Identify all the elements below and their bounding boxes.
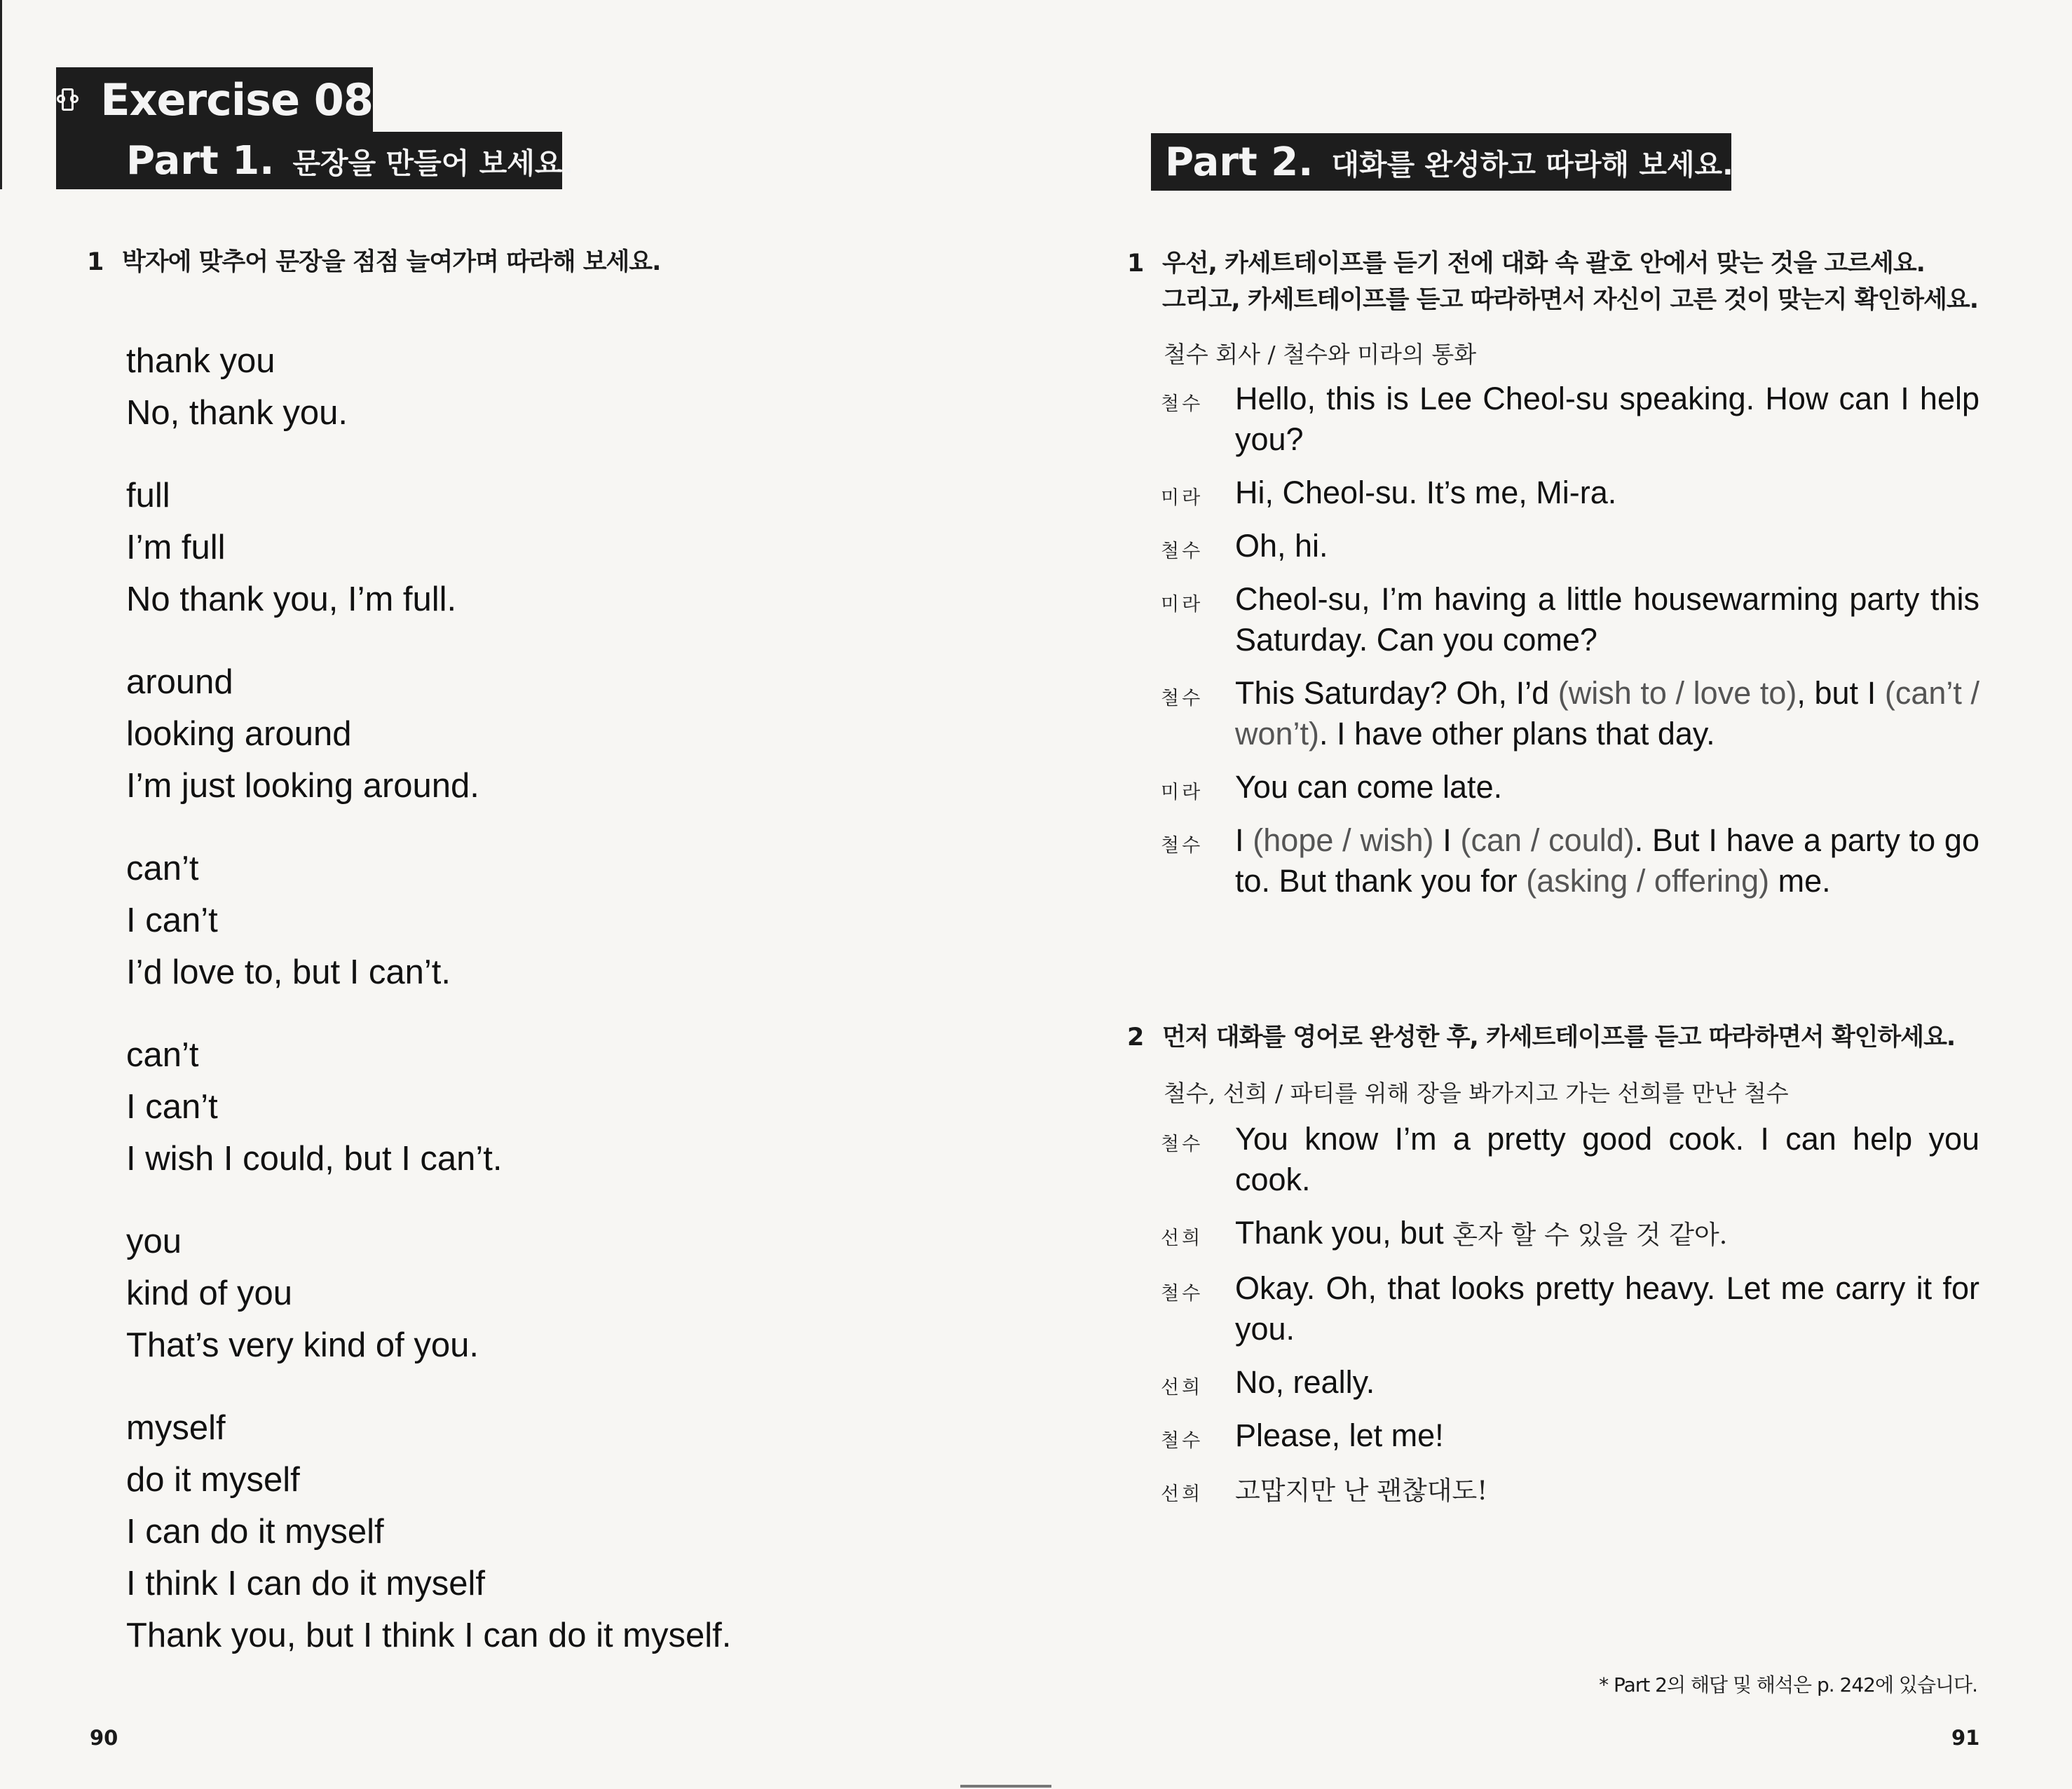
practice-line: can’t: [126, 1036, 199, 1074]
part2-number: Part 2.: [1165, 139, 1314, 185]
part1-number: Part 1.: [126, 137, 275, 184]
dialogue-1: [1161, 379, 1979, 914]
dialogue-line: [1161, 526, 1979, 566]
scan-edge-mark: [960, 1785, 1051, 1788]
speaker-label: 철수: [1161, 688, 1204, 709]
utterance: This Saturday? Oh, I’d (wish to / love to), but I (can’t / won’t). I have other plans that day.: [1235, 675, 1979, 751]
speaker-label: 미라: [1161, 782, 1204, 803]
dialogue-line: [1161, 767, 1979, 808]
practice-line: you: [126, 1223, 182, 1260]
dialogue-line: [1161, 472, 1979, 513]
instruction-line2: 그리고, 카세트테이프를 듣고 따라하면서 자신이 고른 것이 맞는지 확인하세요.: [1162, 286, 1978, 314]
korean-prompt: 고맙지만 난 괜찮대도!: [1235, 1476, 1488, 1506]
utterance: Cheol-su, I’m having a little housewarming party this Saturday. Can you come?: [1235, 581, 1979, 658]
utterance: [1235, 1469, 1979, 1511]
page-spine-line: [0, 0, 2, 189]
practice-line: I think I can do it myself: [126, 1565, 485, 1603]
speaker-label: 미라: [1161, 594, 1204, 615]
utterance: No, really.: [1235, 1364, 1375, 1400]
practice-line: I’m full: [126, 529, 226, 566]
dialogue-line: [1161, 1469, 1979, 1511]
utterance: Oh, hi.: [1235, 528, 1328, 564]
practice-line: I can’t: [126, 1088, 218, 1126]
answer-option: (can’t / won’t): [1235, 675, 1979, 751]
speaker-label: 선희: [1161, 1483, 1204, 1505]
exercise-header: [56, 67, 373, 132]
practice-line: I wish I could, but I can’t.: [126, 1140, 503, 1178]
scene-description-1: 철수 회사 / 철수와 미라의 통화: [1164, 341, 1477, 368]
speaker-label: 철수: [1161, 393, 1204, 415]
page-number-right: 91: [1951, 1726, 1980, 1750]
utterance: You know I’m a pretty good cook. I can help you cook.: [1235, 1121, 1979, 1197]
part2-instruction-2: [1127, 1018, 1955, 1053]
speaker-label: 철수: [1161, 1283, 1204, 1305]
utterance: You can come late.: [1235, 769, 1503, 805]
utterance: I (hope / wish) I (can / could). But I have a party to go to. But thank you for (asking / offering) me.: [1235, 822, 1979, 899]
word-group: [126, 656, 827, 812]
dialogue-line: [1161, 1415, 1979, 1456]
speaker-label: 선희: [1161, 1377, 1204, 1399]
utterance: Hello, this is Lee Cheol-su speaking. How can I help you?: [1235, 381, 1979, 457]
utterance: Please, let me!: [1235, 1417, 1444, 1453]
practice-line: Thank you, but I think I can do it myself.: [126, 1617, 732, 1654]
part2-header: [1151, 133, 1731, 191]
speaker-label: 철수: [1161, 1134, 1204, 1155]
practice-line: looking around: [126, 715, 352, 753]
word-group: [126, 843, 827, 998]
practice-line: That’s very kind of you.: [126, 1326, 479, 1364]
footnote: * Part 2의 해답 및 해석은 p. 242에 있습니다.: [1599, 1673, 1977, 1696]
dialogue-line: [1161, 820, 1979, 902]
dialogue-line: [1161, 1268, 1979, 1349]
part1-instruction-1: [87, 243, 660, 278]
practice-line: thank you: [126, 342, 275, 380]
cassette-icon: [62, 88, 74, 111]
instruction-text: 먼저 대화를 영어로 완성한 후, 카세트테이프를 듣고 따라하면서 확인하세요.: [1162, 1023, 1956, 1052]
practice-line: do it myself: [126, 1461, 300, 1499]
practice-line: I can do it myself: [126, 1513, 384, 1551]
practice-line: I’m just looking around.: [126, 767, 479, 805]
word-groups: [126, 335, 827, 1692]
word-group: [126, 470, 827, 625]
dialogue-2: [1161, 1119, 1979, 1524]
answer-option: (wish to / love to): [1558, 675, 1797, 711]
practice-line: I’d love to, but I can’t.: [126, 953, 451, 991]
practice-line: can’t: [126, 850, 199, 887]
word-group: [126, 1402, 827, 1661]
word-group: [126, 1216, 827, 1371]
answer-option: (can / could): [1460, 822, 1635, 858]
part1-instruction: 문장을 만들어 보세요.: [292, 146, 574, 180]
utterance: Okay. Oh, that looks pretty heavy. Let me carry it for you.: [1235, 1270, 1979, 1347]
practice-line: full: [126, 477, 170, 515]
answer-option: (hope / wish): [1253, 822, 1434, 858]
part2-instruction-1: [1127, 244, 1925, 279]
instruction-line1: 우선, 카세트테이프를 듣기 전에 대화 속 괄호 안에서 맞는 것을 고르세요.: [1162, 250, 1925, 278]
speaker-label: 철수: [1161, 1430, 1204, 1452]
dialogue-line: [1161, 379, 1979, 460]
practice-line: kind of you: [126, 1274, 292, 1312]
practice-line: No thank you, I’m full.: [126, 580, 457, 618]
practice-line: myself: [126, 1409, 226, 1447]
practice-line: I can’t: [126, 902, 218, 939]
instruction-text: 박자에 맞추어 문장을 점점 늘여가며 따라해 보세요.: [122, 248, 661, 276]
part1-header: [56, 132, 574, 189]
instruction-number: 1: [1127, 250, 1144, 278]
page-number-left: 90: [90, 1726, 118, 1750]
practice-line: No, thank you.: [126, 394, 348, 432]
exercise-title: Exercise 08: [100, 74, 373, 125]
speaker-label: 선희: [1161, 1227, 1204, 1249]
dialogue-line: [1161, 1362, 1979, 1403]
dialogue-line: [1161, 673, 1979, 754]
utterance: Thank you, but 혼자 할 수 있을 것 같아.: [1235, 1215, 1728, 1251]
answer-option: (asking / offering): [1526, 863, 1770, 899]
practice-line: around: [126, 663, 233, 701]
korean-prompt: 혼자 할 수 있을 것 같아.: [1452, 1220, 1728, 1250]
instruction-number: 2: [1127, 1023, 1144, 1052]
speaker-label: 미라: [1161, 487, 1204, 509]
dialogue-line: [1161, 1119, 1979, 1200]
dialogue-line: [1161, 579, 1979, 660]
word-group: [126, 335, 827, 439]
part2-instruction: 대화를 완성하고 따라해 보세요.: [1331, 147, 1733, 182]
utterance: Hi, Cheol-su. It’s me, Mi-ra.: [1235, 475, 1617, 510]
word-group: [126, 1029, 827, 1185]
speaker-label: 철수: [1161, 835, 1204, 857]
instruction-number: 1: [87, 248, 104, 276]
scene-description-2: 철수, 선희 / 파티를 위해 장을 봐가지고 가는 선희를 만난 철수: [1164, 1080, 1789, 1107]
dialogue-line: [1161, 1213, 1979, 1256]
speaker-label: 철수: [1161, 540, 1204, 562]
